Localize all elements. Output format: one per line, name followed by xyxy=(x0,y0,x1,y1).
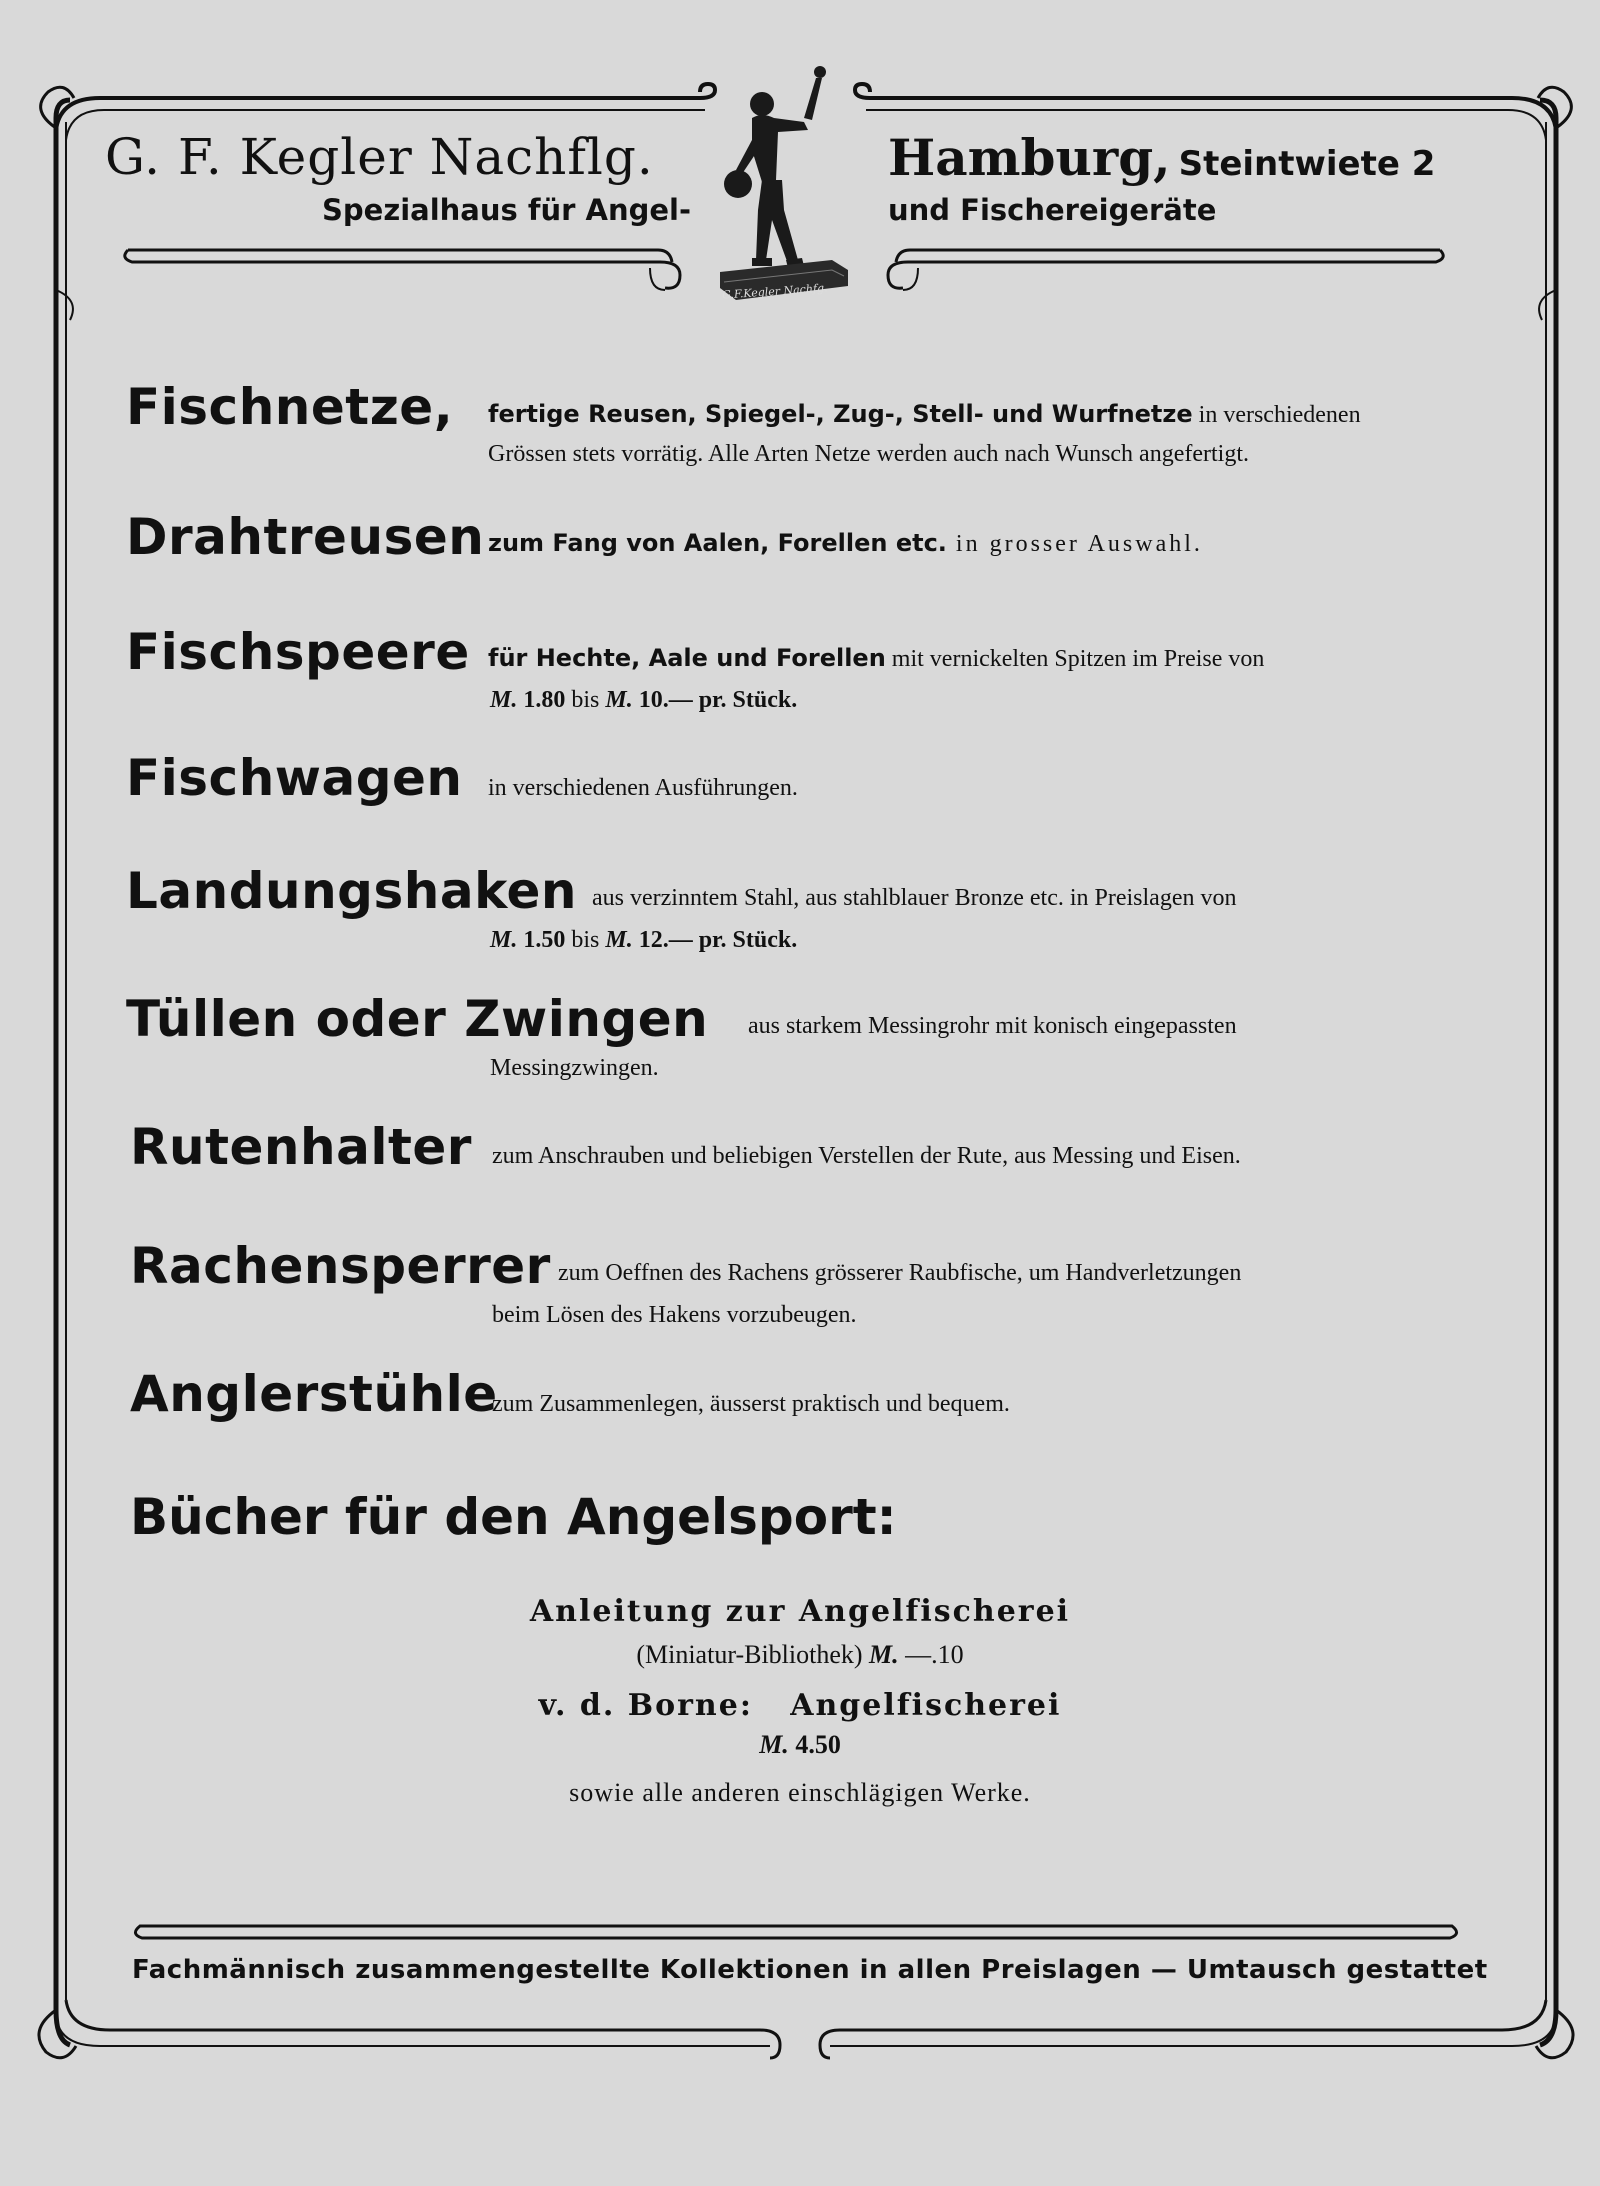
item-desc-rest: in verschiedenen xyxy=(1192,402,1361,428)
item-desc: zum Zusammenlegen, äusserst praktisch und bequem. xyxy=(492,1391,1010,1417)
item-desc-rest: mit vernickelten Spitzen im Preise von xyxy=(885,646,1265,672)
item-desc xyxy=(488,393,1361,436)
item-title: Tüllen oder Zwingen xyxy=(126,990,709,1048)
item-desc xyxy=(488,637,1264,680)
currency-mark: M. xyxy=(759,1730,789,1759)
item-desc xyxy=(488,522,1203,565)
city-name: Hamburg, xyxy=(888,128,1171,187)
price-to: 10.— pr. Stück. xyxy=(638,687,798,713)
item-desc-line2: Grössen stets vorrätig. Alle Arten Netze werden auch nach Wunsch angefertigt. xyxy=(488,441,1250,467)
company-name: G. F. Kegler Nachflg. xyxy=(105,128,654,186)
book1-title: Anleitung zur Angelfischerei xyxy=(529,1594,1071,1629)
currency-mark: M. xyxy=(490,687,518,713)
price-to: 12.— pr. Stück. xyxy=(638,927,798,953)
book2-title: v. d. Borne: Angelfischerei xyxy=(538,1688,1062,1723)
price-line xyxy=(490,919,797,961)
item-title: Fischnetze, xyxy=(126,378,454,436)
item-desc-bold: für Hechte, Aale und Forellen xyxy=(488,644,886,672)
tagline-left: Spezialhaus für Angel- xyxy=(322,193,692,227)
price-bis: bis xyxy=(571,927,600,953)
item-title: Drahtreusen xyxy=(126,508,485,566)
item-title: Rutenhalter xyxy=(130,1118,472,1176)
item-desc-line2: Messingzwingen. xyxy=(490,1055,659,1081)
currency-mark: M. xyxy=(605,927,633,953)
item-desc-bold: zum Fang von Aalen, Forellen etc. xyxy=(488,529,947,557)
item-desc: zum Oeffnen des Rachens grösserer Raubfische, um Handverletzungen xyxy=(558,1260,1242,1286)
book1-sub: (Miniatur-Bibliothek) xyxy=(636,1640,863,1669)
item-desc: zum Anschrauben und beliebigen Verstellen der Rute, aus Messing und Eisen. xyxy=(492,1143,1241,1169)
book1-price: —.10 xyxy=(905,1640,964,1669)
item-desc-bold: fertige Reusen, Spiegel-, Zug-, Stell- und Wurfnetze xyxy=(488,400,1193,428)
price-from: 1.80 xyxy=(523,687,566,713)
book1-subline xyxy=(0,1640,1600,1670)
tagline-right: und Fischereigeräte xyxy=(888,193,1217,227)
currency-mark: M. xyxy=(605,687,633,713)
item-title: Fischwagen xyxy=(126,749,463,807)
books-heading: Bücher für den Angelsport: xyxy=(130,1488,897,1546)
item-desc: aus verzinntem Stahl, aus stahlblauer Bronze etc. in Preislagen von xyxy=(592,885,1237,911)
item-desc-line2: beim Lösen des Hakens vorzubeugen. xyxy=(492,1302,857,1328)
item-desc: in verschiedenen Ausführungen. xyxy=(488,775,798,801)
item-title: Fischspeere xyxy=(126,623,470,681)
item-title: Anglerstühle xyxy=(130,1365,498,1423)
book2-price: 4.50 xyxy=(795,1730,841,1759)
item-desc-rest: in grosser Auswahl. xyxy=(946,531,1203,557)
price-bis: bis xyxy=(571,687,600,713)
item-desc: aus starkem Messingrohr mit konisch eingepassten xyxy=(748,1013,1237,1039)
city-address xyxy=(888,128,1435,187)
street-name: Steintwiete 2 xyxy=(1178,144,1436,184)
figure-plate-text: G.F.Kegler Nachfg. xyxy=(721,281,828,302)
price-line xyxy=(490,679,797,721)
item-title: Rachensperrer xyxy=(130,1237,551,1295)
other-books-note: sowie alle anderen einschlägigen Werke. xyxy=(569,1778,1031,1807)
currency-mark: M. xyxy=(490,927,518,953)
price-from: 1.50 xyxy=(523,927,566,953)
item-title: Landungshaken xyxy=(126,862,577,920)
currency-mark: M. xyxy=(869,1640,899,1669)
book2-price-line xyxy=(0,1730,1600,1760)
bowler-figure-icon xyxy=(712,60,852,306)
footer-tagline: Fachmännisch zusammengestellte Kollektionen in allen Preislagen — Umtausch gestattet xyxy=(132,1955,1488,1985)
